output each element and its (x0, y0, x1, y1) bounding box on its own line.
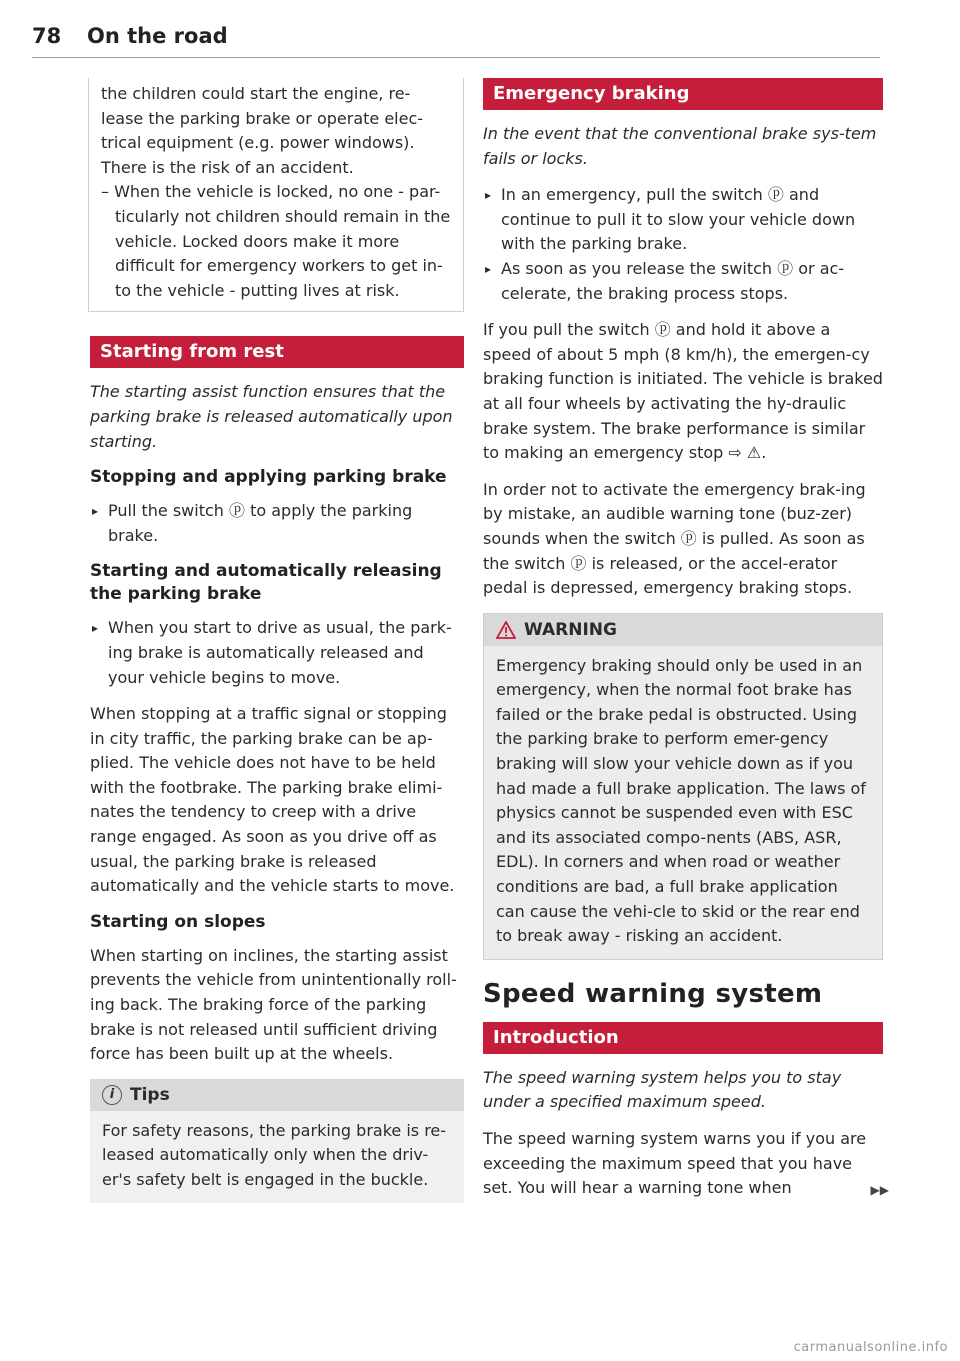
right-column (483, 78, 889, 1201)
warning-title: WARNING (524, 619, 617, 640)
speed-paragraph: The speed warning system warns you if you are exceeding the maximum speed that you have set. You will hear a warning tone when (483, 1129, 867, 1198)
tips-header (90, 1079, 464, 1111)
starting-intro: The starting assist function ensures that the parking brake is released automatically upon starting. (90, 382, 453, 451)
section-title: On the road (87, 24, 228, 48)
speed-warning-heading: Speed warning system (483, 978, 823, 1009)
page-number: 78 (32, 24, 62, 48)
warning-box (483, 613, 883, 960)
warning-body-container (484, 646, 882, 959)
slopes-paragraph: When starting on inclines, the starting assist prevents the vehicle from unintentionally roll-ing back. The braking force of the parking brake is not released until sufficient driving force has been built up at the wheels. (90, 945, 457, 1064)
introduction-heading: Introduction (483, 1022, 883, 1054)
watermark: carmanualsonline.info (793, 1340, 948, 1355)
slopes-heading: Starting on slopes (90, 911, 266, 932)
emergency-bullet-1: ▸ In an emergency, pull the switch ⓟ and continue to pull it to slow your vehicle down with the parking brake. (483, 183, 883, 257)
child-safety-warning-continuation (88, 78, 464, 312)
warning-triangle-icon (496, 621, 516, 639)
tips-body-container (90, 1111, 464, 1203)
box-intro-text: the children could start the engine, re-lease the parking brake or operate elec-trical equipment (e.g. power windows). There is the risk of an accident. (101, 84, 424, 177)
auto-release-heading: Starting and automatically releasing the parking brake (90, 561, 442, 605)
emergency-paragraph-1: If you pull the switch ⓟ and hold it above a speed of about 5 mph (8 km/h), the emergen-cy braking function is initiated. The vehicle is braked at all four wheels by activating the hy-draulic brake system. The brake performance is similar to making an emergency stop ⇨ ⚠. (483, 320, 883, 463)
warning-body: Emergency braking should only be used in an emergency, when the normal foot brake has failed or the brake pedal is obstructed. Using the parking brake to perform emer-gency braking will slow your vehicle down as if you had made a full brake application. The laws of physics cannot be suspended even with ESC and its associated compo-nents (ABS, ASR, EDL). In corners and when road or weather conditions are bad, a full brake application can cause the vehi-cle to skid or the rear end to break away - risking an accident. (496, 655, 866, 946)
starting-from-rest-heading: Starting from rest (90, 336, 464, 368)
auto-release-paragraph: When stopping at a traffic signal or stopping in city traffic, the parking brake can be ap-plied. The vehicle does not have to be held with the footbrake. The parking brake elimi-nates the tendency to creep with a drive range engaged. As soon as you drive off as usual, the parking brake is released automatically and the vehicle starts to move. (90, 704, 455, 896)
continue-arrow-icon: ▶▶ (870, 1182, 889, 1197)
tips-body: For safety reasons, the parking brake is re-leased automatically only when the driv-er's safety belt is engaged in the buckle. (102, 1120, 447, 1189)
header-divider (32, 57, 880, 58)
tips-title: Tips (130, 1084, 170, 1105)
stopping-bullet: ▸ Pull the switch ⓟ to apply the parking brake. (90, 499, 464, 548)
emergency-paragraph-2: In order not to activate the emergency brak-ing by mistake, an audible warning tone (buz-zer) sounds when the switch ⓟ is pulled. As soon as the switch ⓟ is released, or the accel-erator pedal is depressed, emergency braking stops. (483, 479, 866, 598)
emergency-braking-heading: Emergency braking (483, 78, 883, 110)
stopping-heading: Stopping and applying parking brake (90, 467, 447, 488)
auto-release-bullet: ▸ When you start to drive as usual, the park-ing brake is automatically released and your vehicle begins to move. (90, 616, 464, 690)
page-header (32, 24, 880, 54)
emergency-bullet-2: ▸ As soon as you release the switch ⓟ or ac-celerate, the braking process stops. (483, 257, 883, 306)
emergency-intro: In the event that the conventional brake sys-tem fails or locks. (483, 124, 877, 168)
box-dash-item: – When the vehicle is locked, no one - par-ticularly not children should remain in the vehicle. Locked doors make it more difficult for emergency workers to get in-to the vehicle - putting lives at risk. (101, 182, 451, 300)
warning-header (484, 614, 882, 646)
left-column (90, 78, 464, 1203)
speed-intro: The speed warning system helps you to stay under a specified maximum speed. (483, 1067, 842, 1112)
info-icon: i (102, 1085, 122, 1105)
tips-box (90, 1079, 464, 1203)
